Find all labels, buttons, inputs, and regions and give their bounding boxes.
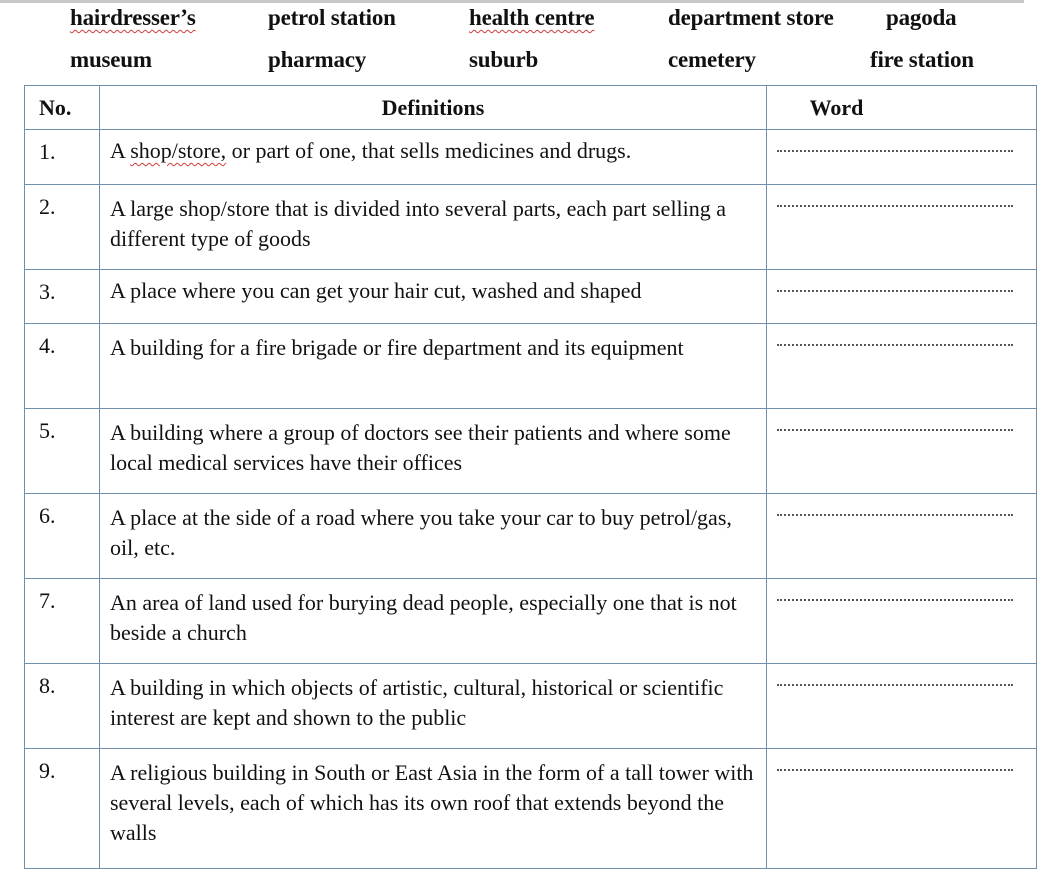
dotted-answer-line bbox=[777, 684, 1013, 686]
word-bank-item: health centre bbox=[469, 5, 595, 30]
dotted-answer-line bbox=[777, 344, 1013, 346]
definition-text-part: or part of one, that sells medicines and drugs. bbox=[226, 138, 632, 163]
word-bank-item: museum bbox=[70, 47, 152, 72]
table-row bbox=[25, 270, 1037, 324]
dotted-answer-line bbox=[777, 290, 1013, 292]
dotted-answer-line bbox=[777, 205, 1013, 207]
row-definition: A place where you can get your hair cut, washed and shaped bbox=[100, 270, 767, 324]
row-number: 7. bbox=[25, 579, 100, 664]
word-bank-item: suburb bbox=[469, 47, 539, 72]
row-number: 6. bbox=[25, 494, 100, 579]
row-definition: A religious building in South or East Asia in the form of a tall tower with several levels, each of which has its own roof that extends beyond the walls bbox=[100, 749, 767, 869]
table-header-row bbox=[25, 86, 1037, 130]
word-bank-item: cemetery bbox=[668, 47, 756, 72]
dotted-answer-line bbox=[777, 150, 1013, 152]
table-row bbox=[25, 185, 1037, 270]
row-number: 2. bbox=[25, 185, 100, 270]
answer-blank[interactable] bbox=[767, 270, 1037, 324]
dotted-answer-line bbox=[777, 769, 1013, 771]
answer-blank[interactable] bbox=[767, 324, 1037, 409]
row-definition: A building where a group of doctors see their patients and where some local medical services have their offices bbox=[100, 409, 767, 494]
table-row bbox=[25, 579, 1037, 664]
answer-blank[interactable] bbox=[767, 664, 1037, 749]
row-definition: A building for a fire brigade or fire department and its equipment bbox=[100, 324, 767, 409]
table-row bbox=[25, 409, 1037, 494]
row-number: 8. bbox=[25, 664, 100, 749]
dotted-answer-line bbox=[777, 429, 1013, 431]
header-no: No. bbox=[25, 86, 100, 130]
word-bank-item: petrol station bbox=[268, 5, 396, 30]
row-definition: A place at the side of a road where you take your car to buy petrol/gas, oil, etc. bbox=[100, 494, 767, 579]
word-bank-item: pagoda bbox=[886, 5, 957, 30]
row-number: 3. bbox=[25, 270, 100, 324]
word-bank bbox=[0, 0, 1024, 86]
row-number: 9. bbox=[25, 749, 100, 869]
answer-blank[interactable] bbox=[767, 409, 1037, 494]
word-bank-item: department store bbox=[668, 5, 834, 30]
table-row bbox=[25, 324, 1037, 409]
table-row bbox=[25, 664, 1037, 749]
word-bank-item: fire station bbox=[870, 47, 974, 72]
answer-blank[interactable] bbox=[767, 185, 1037, 270]
table-row bbox=[25, 749, 1037, 869]
definition-text-part: A bbox=[110, 138, 131, 163]
dotted-answer-line bbox=[777, 514, 1013, 516]
header-definitions: Definitions bbox=[100, 86, 767, 130]
word-bank-item: pharmacy bbox=[268, 47, 367, 72]
word-bank-item: hairdresser’s bbox=[70, 5, 196, 30]
row-number: 1. bbox=[25, 130, 100, 185]
row-number: 4. bbox=[25, 324, 100, 409]
dotted-answer-line bbox=[777, 599, 1013, 601]
table-row bbox=[25, 130, 1037, 185]
row-definition: An area of land used for burying dead people, especially one that is not beside a church bbox=[100, 579, 767, 664]
definition-text-part: shop/store, bbox=[130, 138, 227, 163]
row-definition bbox=[100, 130, 767, 185]
answer-blank[interactable] bbox=[767, 130, 1037, 185]
row-definition: A building in which objects of artistic, cultural, historical or scientific interest are kept and shown to the public bbox=[100, 664, 767, 749]
definitions-table bbox=[24, 85, 1037, 869]
answer-blank[interactable] bbox=[767, 494, 1037, 579]
answer-blank[interactable] bbox=[767, 749, 1037, 869]
row-number: 5. bbox=[25, 409, 100, 494]
answer-blank[interactable] bbox=[767, 579, 1037, 664]
table-row bbox=[25, 494, 1037, 579]
header-word: Word bbox=[767, 86, 1037, 130]
row-definition: A large shop/store that is divided into several parts, each part selling a different type of goods bbox=[100, 185, 767, 270]
